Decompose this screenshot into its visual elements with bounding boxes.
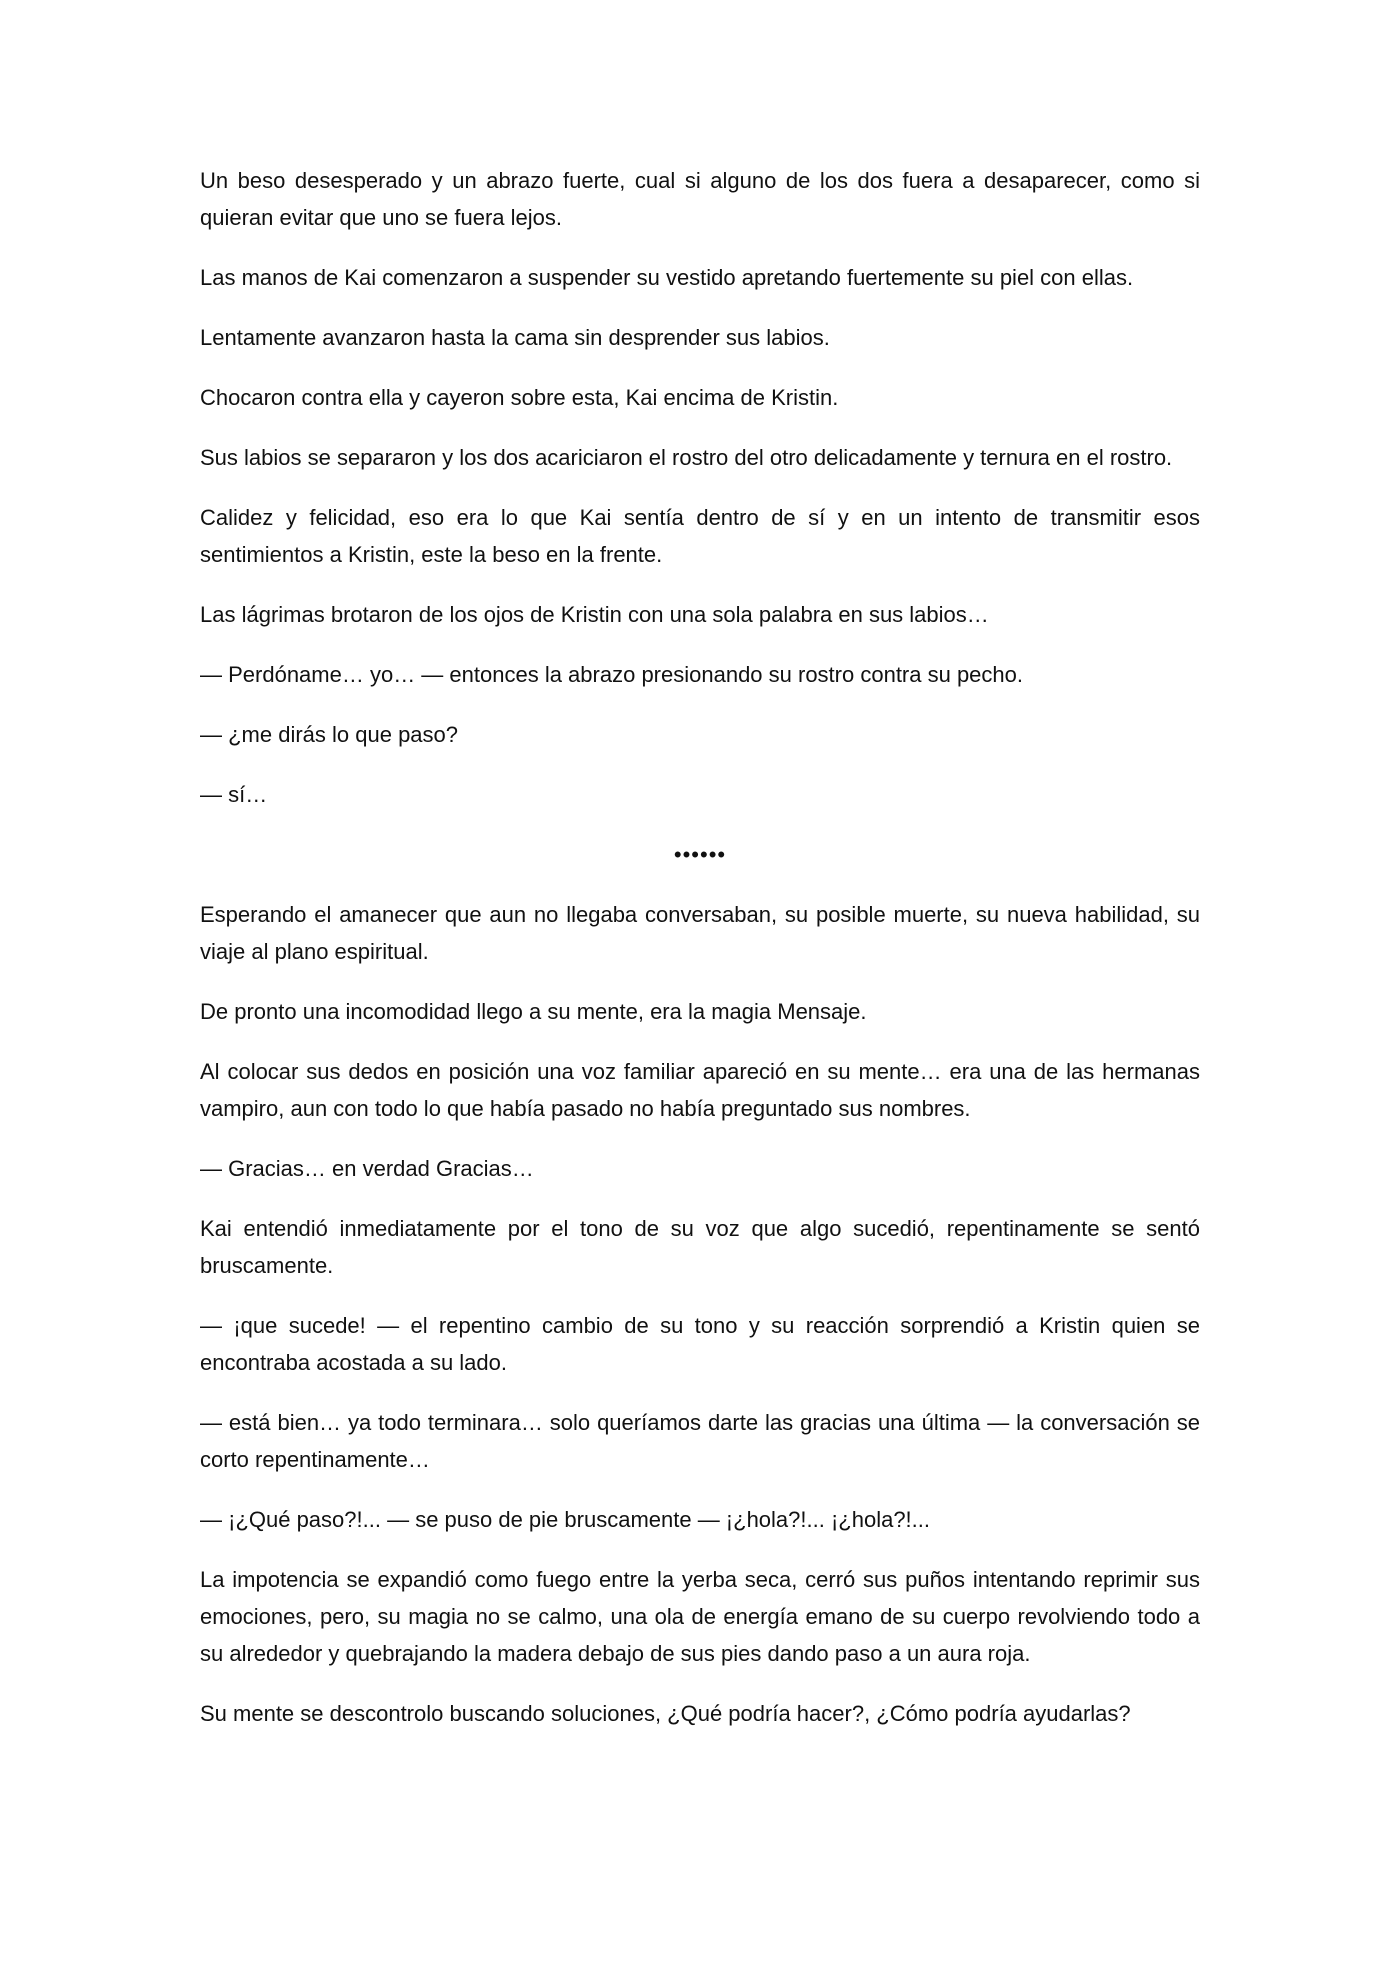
paragraph: Un beso desesperado y un abrazo fuerte, cual si alguno de los dos fuera a desaparecer, como si quieran evitar que uno se fuera lejos. xyxy=(200,168,1200,230)
dialogue-line: — ¡que sucede! — el repentino cambio de su tono y su reacción sorprendió a Kristin quien se encontraba acostada a su lado. xyxy=(200,1313,1200,1375)
dialogue-line: — Gracias… en verdad Gracias… xyxy=(200,1156,534,1181)
dialogue-line: — está bien… ya todo terminara… solo queríamos darte las gracias una última — la conversación se corto repentinamente… xyxy=(200,1410,1200,1472)
paragraph: Calidez y felicidad, eso era lo que Kai sentía dentro de sí y en un intento de transmitir esos sentimientos a Kristin, este la beso en la frente. xyxy=(200,505,1200,567)
paragraph: Chocaron contra ella y cayeron sobre esta, Kai encima de Kristin. xyxy=(200,385,839,410)
paragraph: De pronto una incomodidad llego a su mente, era la magia Mensaje. xyxy=(200,999,867,1024)
paragraph: Esperando el amanecer que aun no llegaba conversaban, su posible muerte, su nueva habilidad, su viaje al plano espiritual. xyxy=(200,902,1200,964)
scene-break-separator: •••••• xyxy=(673,842,727,867)
dialogue-line: — ¿me dirás lo que paso? xyxy=(200,722,459,747)
paragraph: Lentamente avanzaron hasta la cama sin desprender sus labios. xyxy=(200,325,830,350)
document-body xyxy=(200,162,1200,1732)
paragraph: Las manos de Kai comenzaron a suspender su vestido apretando fuertemente su piel con ellas. xyxy=(200,265,1134,290)
paragraph: Sus labios se separaron y los dos acariciaron el rostro del otro delicadamente y ternura en el rostro. xyxy=(200,445,1173,470)
dialogue-line: — ¡¿Qué paso?!... — se puso de pie bruscamente — ¡¿hola?!... ¡¿hola?!... xyxy=(200,1507,931,1532)
paragraph: Al colocar sus dedos en posición una voz familiar apareció en su mente… era una de las hermanas vampiro, aun con todo lo que había pasado no había preguntado sus nombres. xyxy=(200,1059,1200,1121)
paragraph: Las lágrimas brotaron de los ojos de Kristin con una sola palabra en sus labios… xyxy=(200,602,989,627)
paragraph: Kai entendió inmediatamente por el tono de su voz que algo sucedió, repentinamente se sentó bruscamente. xyxy=(200,1216,1200,1278)
paragraph: Su mente se descontrolo buscando soluciones, ¿Qué podría hacer?, ¿Cómo podría ayudarlas? xyxy=(200,1701,1131,1726)
dialogue-line: — Perdóname… yo… — entonces la abrazo presionando su rostro contra su pecho. xyxy=(200,662,1024,687)
dialogue-line: — sí… xyxy=(200,782,268,807)
paragraph: La impotencia se expandió como fuego entre la yerba seca, cerró sus puños intentando reprimir sus emociones, pero, su magia no se calmo, una ola de energía emano de su cuerpo revolviendo todo a su alrededor y quebrajando la madera debajo de sus pies dando paso a un aura roja. xyxy=(200,1567,1200,1666)
